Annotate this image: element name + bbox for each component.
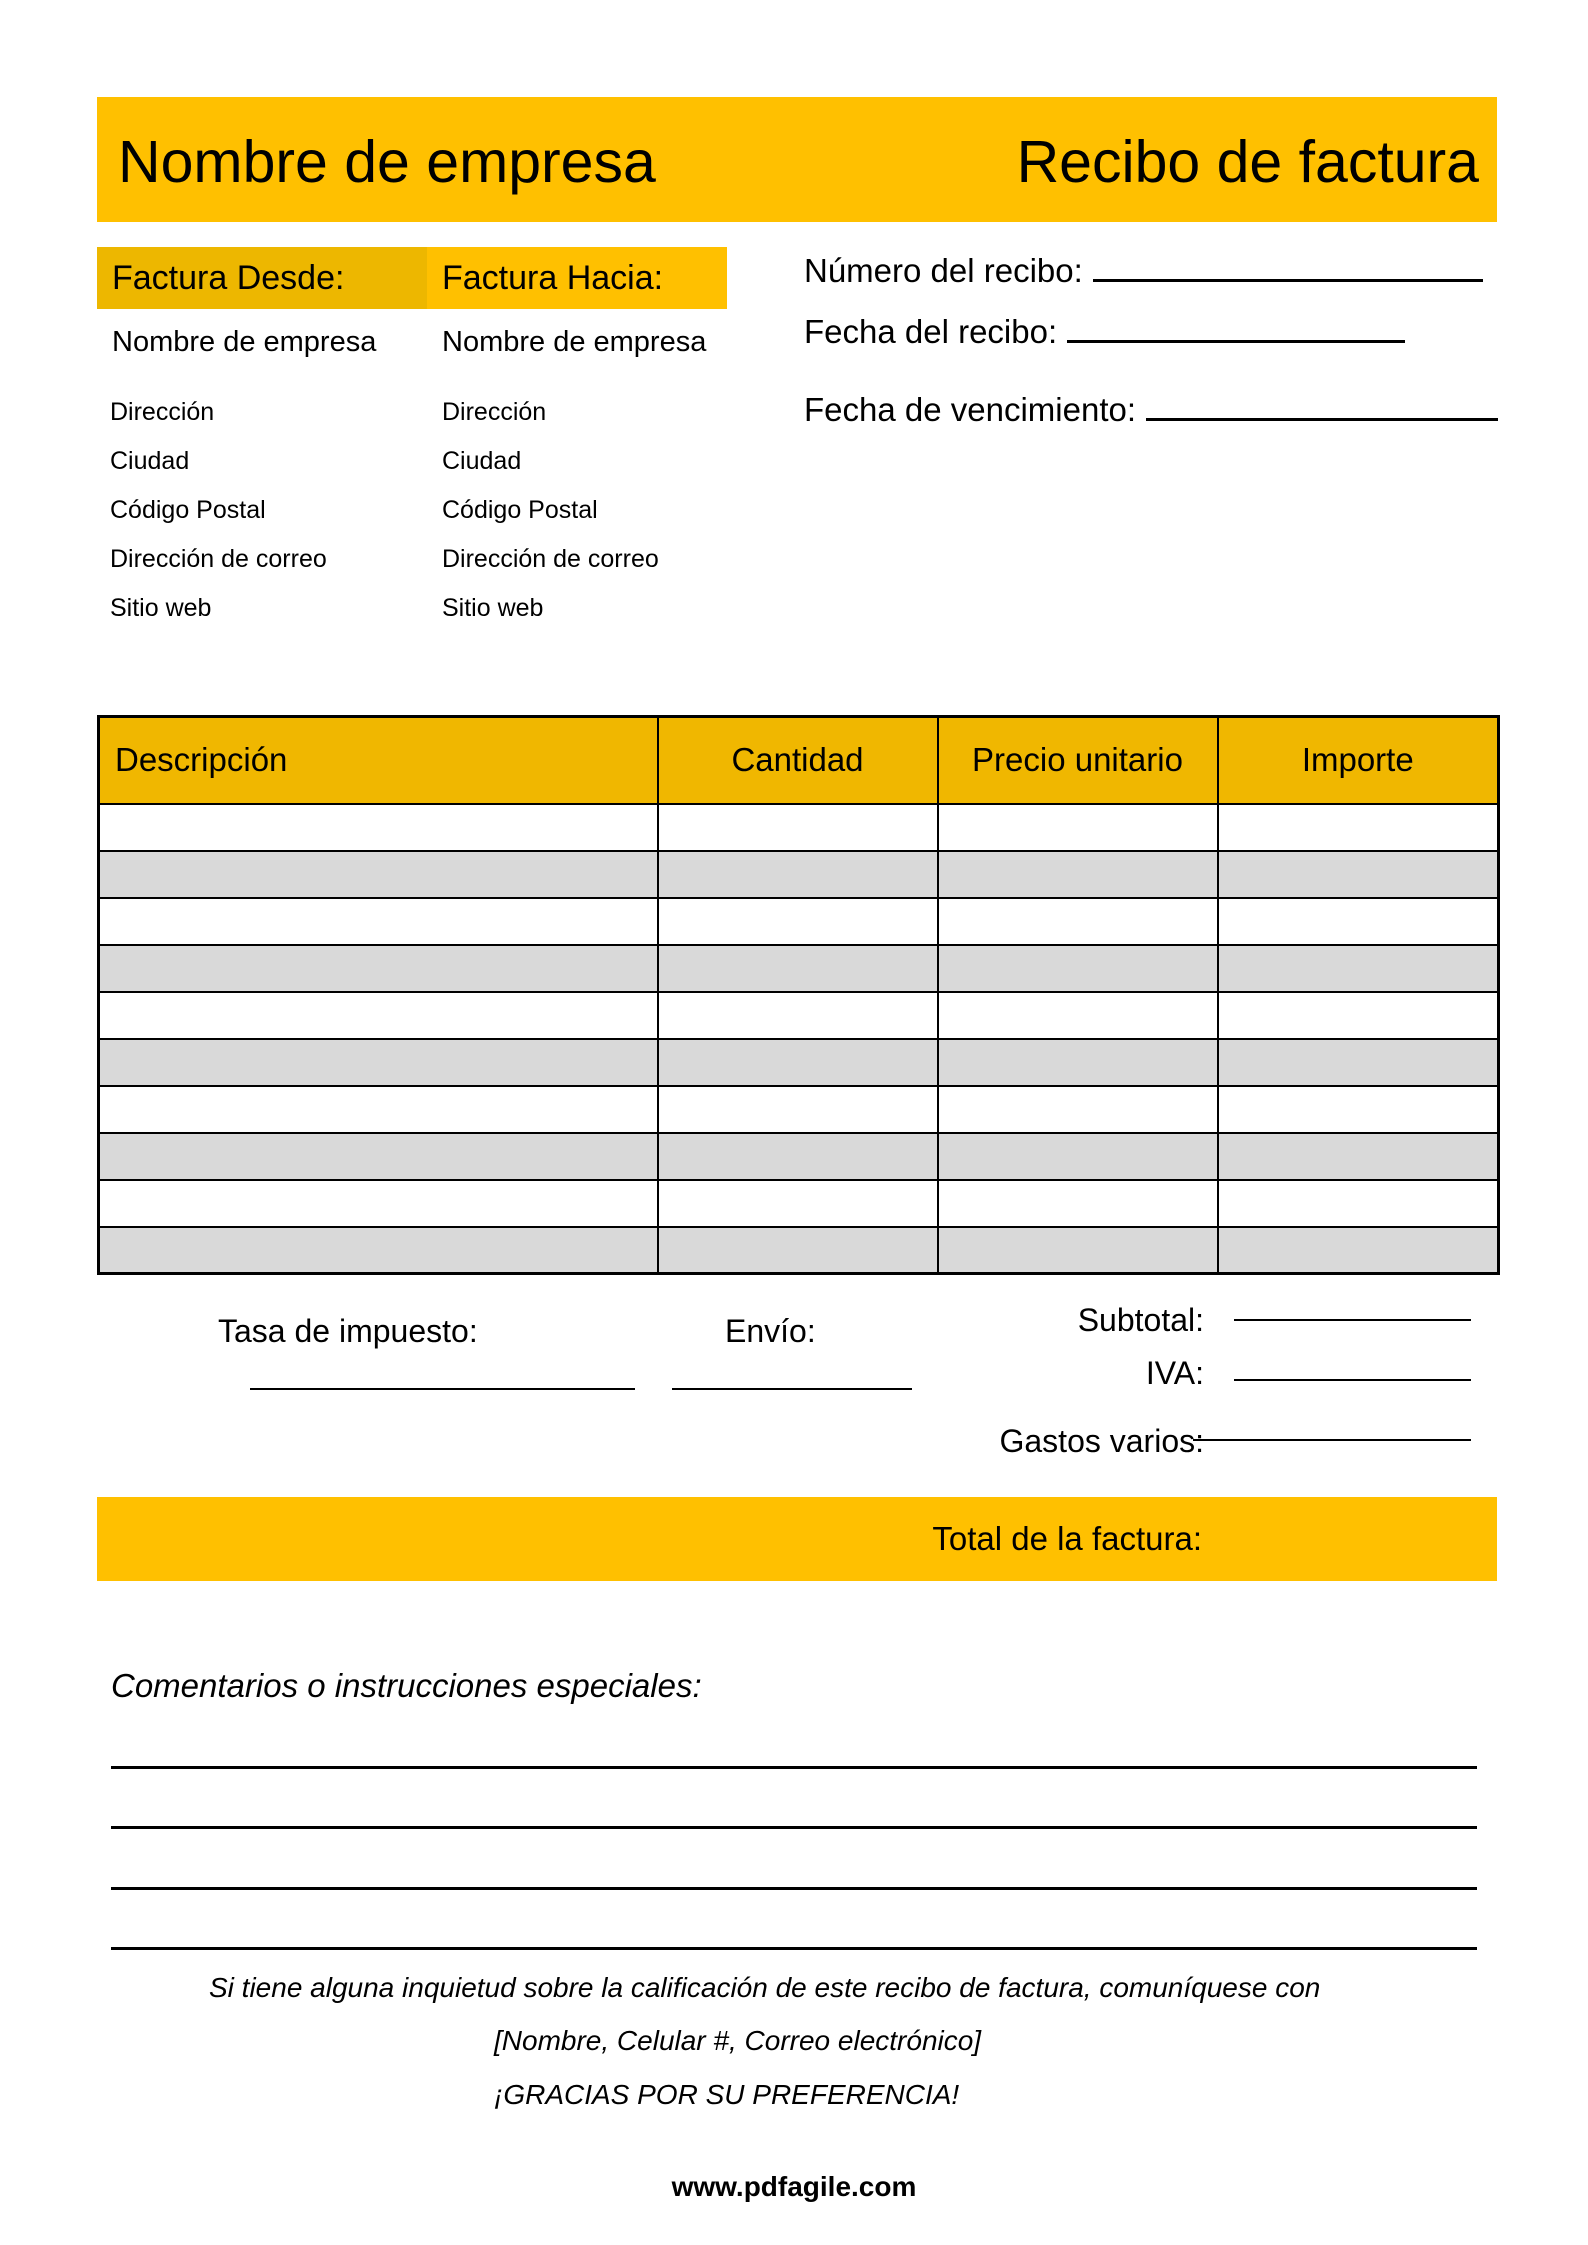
subtotal-label: Subtotal: <box>1077 1302 1204 1338</box>
footer-contact-details: [Nombre, Celular #, Correo electrónico] <box>494 2025 982 2056</box>
cell[interactable] <box>99 1086 658 1133</box>
iva-label: IVA: <box>1145 1355 1204 1391</box>
items-table <box>97 715 1500 1275</box>
table-row <box>99 992 1499 1039</box>
due-date-field[interactable] <box>1146 393 1498 421</box>
to-email: Dirección de correo <box>442 545 659 573</box>
tax-rate-field[interactable] <box>250 1388 635 1390</box>
cell[interactable] <box>99 851 658 898</box>
receipt-number-field[interactable] <box>1093 254 1483 282</box>
to-address: Dirección <box>442 398 547 426</box>
cell[interactable] <box>99 1227 658 1274</box>
receipt-date-field[interactable] <box>1067 315 1405 343</box>
to-company-name: Nombre de empresa <box>442 326 707 358</box>
cell[interactable] <box>938 945 1218 992</box>
invoice-total-label: Total de la factura: <box>932 1520 1202 1557</box>
website-link[interactable]: www.pdfagile.com <box>671 2171 917 2202</box>
document-title: Recibo de factura <box>1016 129 1479 195</box>
table-row <box>99 1180 1499 1227</box>
comment-line[interactable] <box>111 1826 1477 1829</box>
cell[interactable] <box>99 804 658 851</box>
company-name-title: Nombre de empresa <box>118 129 656 195</box>
cell[interactable] <box>658 898 938 945</box>
cell[interactable] <box>938 804 1218 851</box>
table-row <box>99 1086 1499 1133</box>
tax-rate-label: Tasa de impuesto: <box>218 1313 478 1349</box>
cell[interactable] <box>99 898 658 945</box>
cell[interactable] <box>99 1133 658 1180</box>
cell[interactable] <box>658 1227 938 1274</box>
table-row <box>99 1227 1499 1274</box>
cell[interactable] <box>1218 945 1499 992</box>
cell[interactable] <box>938 992 1218 1039</box>
misc-expenses-label: Gastos varios: <box>999 1423 1204 1459</box>
cell[interactable] <box>99 992 658 1039</box>
cell[interactable] <box>1218 851 1499 898</box>
receipt-number-row <box>804 249 1483 293</box>
cell[interactable] <box>658 1039 938 1086</box>
column-unit-price: Precio unitario <box>938 717 1218 804</box>
receipt-date-label: Fecha del recibo: <box>804 313 1058 350</box>
column-amount: Importe <box>1218 717 1499 804</box>
from-postal-code: Código Postal <box>110 496 266 524</box>
cell[interactable] <box>99 945 658 992</box>
from-email: Dirección de correo <box>110 545 327 573</box>
footer-thanks: ¡GRACIAS POR SU PREFERENCIA! <box>494 2079 960 2110</box>
to-postal-code: Código Postal <box>442 496 598 524</box>
cell[interactable] <box>1218 1227 1499 1274</box>
table-row <box>99 898 1499 945</box>
shipping-label: Envío: <box>725 1313 816 1349</box>
cell[interactable] <box>1218 804 1499 851</box>
cell[interactable] <box>658 1133 938 1180</box>
table-row <box>99 1039 1499 1086</box>
column-description: Descripción <box>99 717 658 804</box>
column-quantity: Cantidad <box>658 717 938 804</box>
cell[interactable] <box>938 1180 1218 1227</box>
comment-line[interactable] <box>111 1766 1477 1769</box>
cell[interactable] <box>938 851 1218 898</box>
subtotal-field[interactable] <box>1234 1319 1471 1321</box>
cell[interactable] <box>658 992 938 1039</box>
cell[interactable] <box>1218 992 1499 1039</box>
comment-line[interactable] <box>111 1947 1477 1950</box>
due-date-label: Fecha de vencimiento: <box>804 391 1137 428</box>
from-company-name: Nombre de empresa <box>112 326 377 358</box>
cell[interactable] <box>658 804 938 851</box>
due-date-row <box>804 388 1498 432</box>
footer-contact-note: Si tiene alguna inquietud sobre la calificación de este recibo de factura, comuníquese con <box>209 1972 1321 2003</box>
cell[interactable] <box>1218 898 1499 945</box>
cell[interactable] <box>658 1086 938 1133</box>
cell[interactable] <box>938 898 1218 945</box>
invoice-from-heading: Factura Desde: <box>97 247 427 309</box>
to-city: Ciudad <box>442 447 522 475</box>
from-city: Ciudad <box>110 447 190 475</box>
table-header-row <box>99 717 1499 804</box>
cell[interactable] <box>1218 1039 1499 1086</box>
invoice-to-heading: Factura Hacia: <box>427 247 727 309</box>
receipt-number-label: Número del recibo: <box>804 252 1083 289</box>
comments-label: Comentarios o instrucciones especiales: <box>111 1667 702 1704</box>
cell[interactable] <box>938 1086 1218 1133</box>
cell[interactable] <box>658 851 938 898</box>
iva-field[interactable] <box>1234 1379 1471 1381</box>
comment-line[interactable] <box>111 1887 1477 1890</box>
cell[interactable] <box>99 1039 658 1086</box>
to-fields-list <box>442 388 659 633</box>
cell[interactable] <box>658 945 938 992</box>
cell[interactable] <box>99 1180 658 1227</box>
cell[interactable] <box>1218 1086 1499 1133</box>
table-row <box>99 1133 1499 1180</box>
cell[interactable] <box>1218 1133 1499 1180</box>
table-row <box>99 851 1499 898</box>
table-row <box>99 945 1499 992</box>
table-row <box>99 804 1499 851</box>
from-fields-list <box>110 388 327 633</box>
cell[interactable] <box>938 1133 1218 1180</box>
misc-expenses-field[interactable] <box>1193 1439 1471 1441</box>
from-website: Sitio web <box>110 594 212 622</box>
to-website: Sitio web <box>442 594 544 622</box>
cell[interactable] <box>1218 1180 1499 1227</box>
receipt-date-row <box>804 310 1405 354</box>
cell[interactable] <box>938 1227 1218 1274</box>
total-band <box>97 1497 1497 1581</box>
cell[interactable] <box>658 1180 938 1227</box>
cell[interactable] <box>938 1039 1218 1086</box>
from-address: Dirección <box>110 398 215 426</box>
